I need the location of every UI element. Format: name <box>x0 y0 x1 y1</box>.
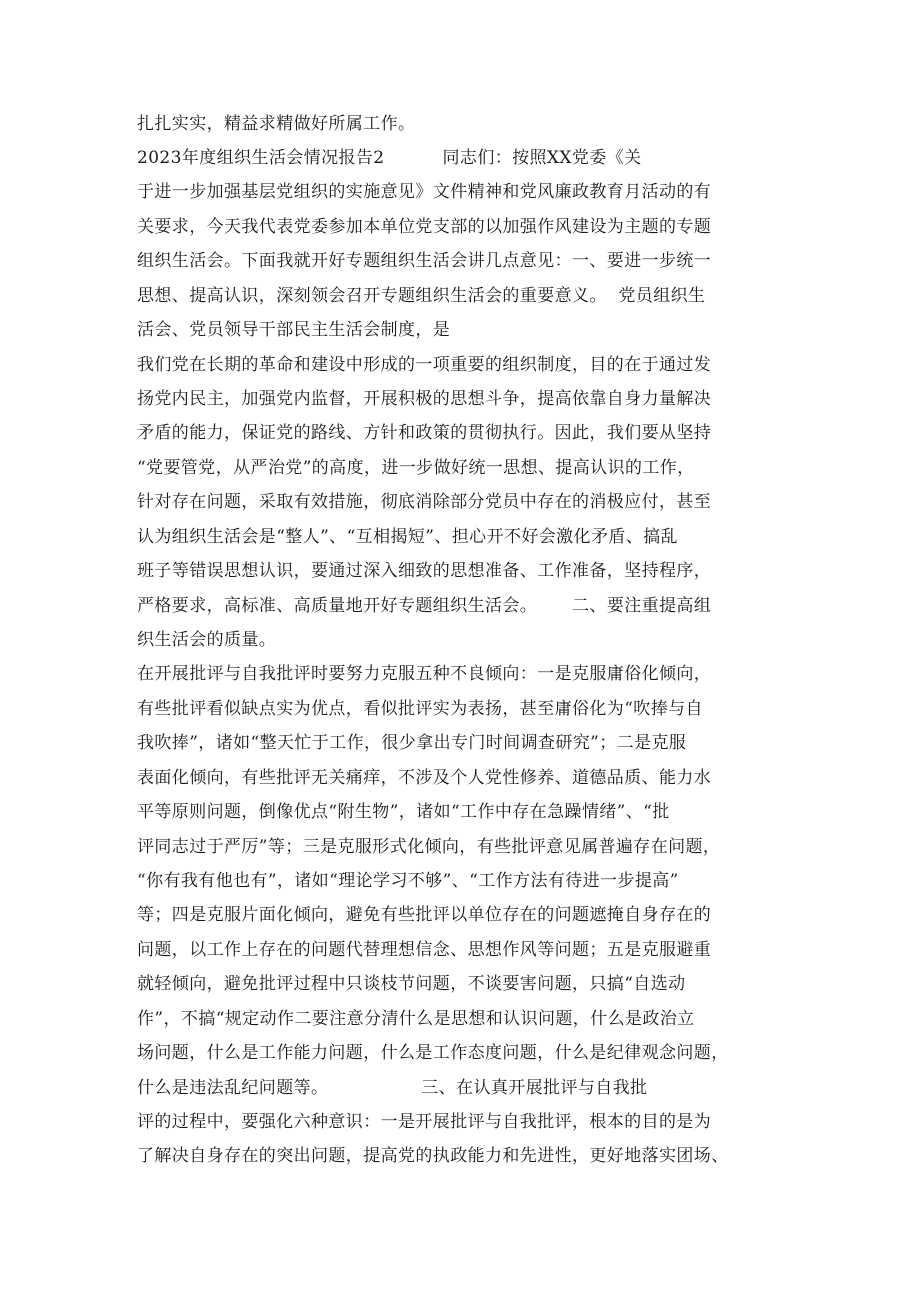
text-line: 扬党内民主，加强党内监督，开展积极的思想斗争，提高依靠自身力量解决 <box>137 389 712 409</box>
text-line: 我吹捧”，诸如“整天忙于工作，很少拿出专门时间调查研究”；二是克服 <box>137 733 687 753</box>
text-line: 认为组织生活会是“整人”、“互相揭短”、担心开不好会激化矛盾、搞乱 <box>137 527 678 547</box>
text-line: 有些批评看似缺点实为优点，看似批评实为表扬，甚至庸俗化为“吹捧与自 <box>137 699 703 719</box>
text-line: 班子等错误思想认识，要通过深入细致的思想准备、工作准备，坚持程序， <box>137 561 712 581</box>
text-line: 什么是违法乱纪问题等。 三、在认真开展批评与自我批 <box>137 1078 648 1098</box>
text-line: 等；四是克服片面化倾向，避免有些批评以单位存在的问题遮掩自身存在的 <box>137 905 712 925</box>
text-line: 活会、党员领导干部民主生活会制度，是 <box>137 320 451 340</box>
text-line: 问题，以工作上存在的问题代替理想信念、思想作风等问题；五是克服避重 <box>137 940 712 960</box>
text-line: “党要管党，从严治党”的高度，进一步做好统一思想、提高认识的工作， <box>137 458 695 478</box>
text-line: 评的过程中，要强化六种意识：一是开展批评与自我批评，根本的目的是为 <box>137 1112 712 1132</box>
text-line: 平等原则问题，倒像优点“附生物”，诸如“工作中存在急躁情绪”、“批 <box>137 802 670 822</box>
text-line: 了解决自身存在的突出问题，提高党的执政能力和先进性，更好地落实团场、 <box>137 1146 729 1166</box>
text-line: 组织生活会。下面我就开好专题组织生活会讲几点意见：一、要进一步统一 <box>137 251 712 271</box>
text-line: 扎扎实实，精益求精做好所属工作。 <box>137 114 416 134</box>
text-line: 针对存在问题，采取有效措施，彻底消除部分党员中存在的消极应付，甚至 <box>137 492 712 512</box>
text-line: 表面化倾向，有些批评无关痛痒，不涉及个人党性修养、道德品质、能力水 <box>137 768 712 788</box>
text-line: 矛盾的能力，保证党的路线、方针和政策的贯彻执行。因此，我们要从坚持 <box>137 423 712 443</box>
text-line: 就轻倾向，避免批评过程中只谈枝节问题，不谈要害问题，只搞“自选动 <box>137 974 686 994</box>
text-line: 在开展批评与自我批评时要努力克服五种不良倾向：一是克服庸俗化倾向， <box>137 664 712 684</box>
text-line: 严格要求，高标准、高质量地开好专题组织生活会。 二、要注重提高组 <box>137 596 712 616</box>
text-line: 我们党在长期的革命和建设中形成的一项重要的组织制度，目的在于通过发 <box>137 355 712 375</box>
text-line: 于进一步加强基层党组织的实施意见》文件精神和党风廉政教育月活动的有 <box>137 182 712 202</box>
text-line: 思想、提高认识，深刻领会召开专题组织生活会的重要意义。 党员组织生 <box>137 286 706 306</box>
text-line: “你有我有他也有”，诸如“理论学习不够”、“工作方法有待进一步提高” <box>137 871 679 891</box>
text-line: 作”，不搞“规定动作二要注意分清什么是思想和认识问题，什么是政治立 <box>137 1009 695 1029</box>
text-line: 关要求，今天我代表党委参加本单位党支部的以加强作风建设为主题的专题 <box>137 217 712 237</box>
text-line: 织生活会的质量。 <box>137 630 277 650</box>
text-line: 场问题，什么是工作能力问题，什么是工作态度问题，什么是纪律观念问题， <box>137 1043 729 1063</box>
text-line: 2023年度组织生活会情况报告2 同志们：按照XX党委《关 <box>137 148 642 168</box>
text-line: 评同志过于严厉”等；三是克服形式化倾向，有些批评意见属普遍存在问题， <box>137 837 721 857</box>
